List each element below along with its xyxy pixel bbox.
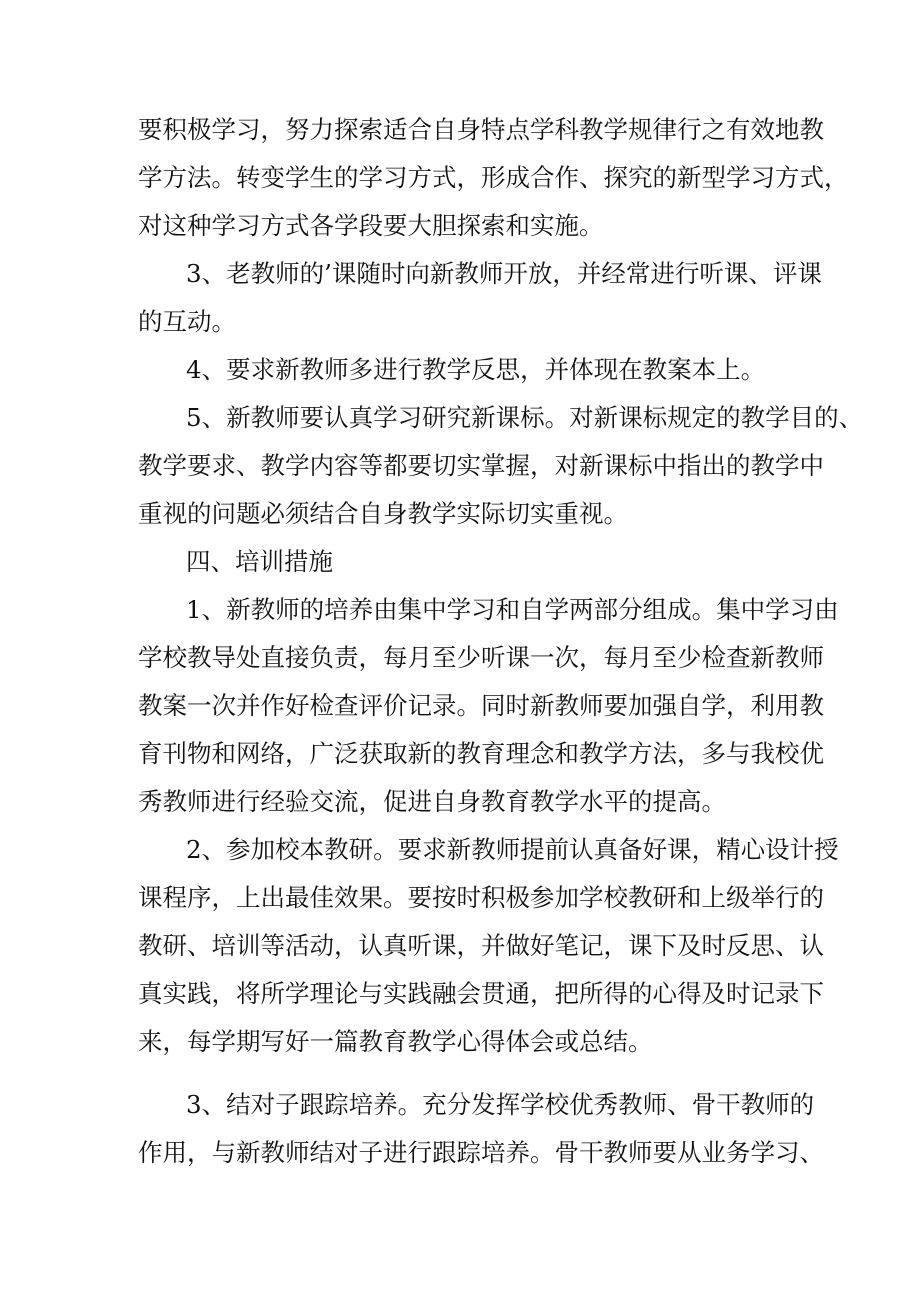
text-line: 育刊物和网络，广泛获取新的教育理念和教学方法，多与我校优	[138, 739, 824, 768]
text-line: 教案一次并作好检查评价记录。同时新教师要加强自学，利用教	[138, 691, 824, 720]
text-line: 学方法。转变学生的学习方式，形成合作、探究的新型学习方式，	[138, 163, 849, 192]
text-line: 3、老教师的’课随时向新教师开放，并经常进行听课、评课	[186, 259, 822, 288]
text-line: 要积极学习，努力探索适合自身特点学科教学规律行之有效地教	[138, 115, 824, 144]
text-line: 5、新教师要认真学习研究新课标。对新课标规定的教学目的、	[186, 403, 864, 432]
text-line: 课程序，上出最佳效果。要按时积极参加学校教研和上级举行的	[138, 883, 824, 912]
text-line: 2、参加校本教研。要求新教师提前认真备好课，精心设计授	[186, 835, 839, 864]
text-line: 来，每学期写好一篇教育教学心得体会或总结。	[138, 1027, 653, 1056]
text-line: 教学要求、教学内容等都要切实掌握，对新课标中指出的教学中	[138, 451, 824, 480]
text-line: 4、要求新教师多进行教学反思，并体现在教案本上。	[186, 355, 766, 384]
text-line: 作用，与新教师结对子进行跟踪培养。骨干教师要从业务学习、	[138, 1138, 824, 1167]
text-line: 3、结对子跟踪培养。充分发挥学校优秀教师、骨干教师的	[186, 1090, 815, 1119]
text-line: 学校教导处直接负责，每月至少听课一次，每月至少检查新教师	[138, 643, 824, 672]
text-line: 的互动。	[138, 307, 236, 336]
text-line: 秀教师进行经验交流，促进自身教育教学水平的提高。	[138, 787, 726, 816]
text-line: 1、新教师的培养由集中学习和自学两部分组成。集中学习由	[186, 595, 839, 624]
text-line: 真实践，将所学理论与实践融会贯通，把所得的心得及时记录下	[138, 979, 824, 1008]
text-line: 对这种学习方式各学段要大胆探索和实施。	[138, 211, 604, 240]
section-heading: 四、培训措施	[186, 547, 333, 576]
text-line: 重视的问题必须结合自身教学实际切实重视。	[138, 499, 628, 528]
text-line: 教研、培训等活动，认真听课，并做好笔记，课下及时反思、认	[138, 931, 824, 960]
